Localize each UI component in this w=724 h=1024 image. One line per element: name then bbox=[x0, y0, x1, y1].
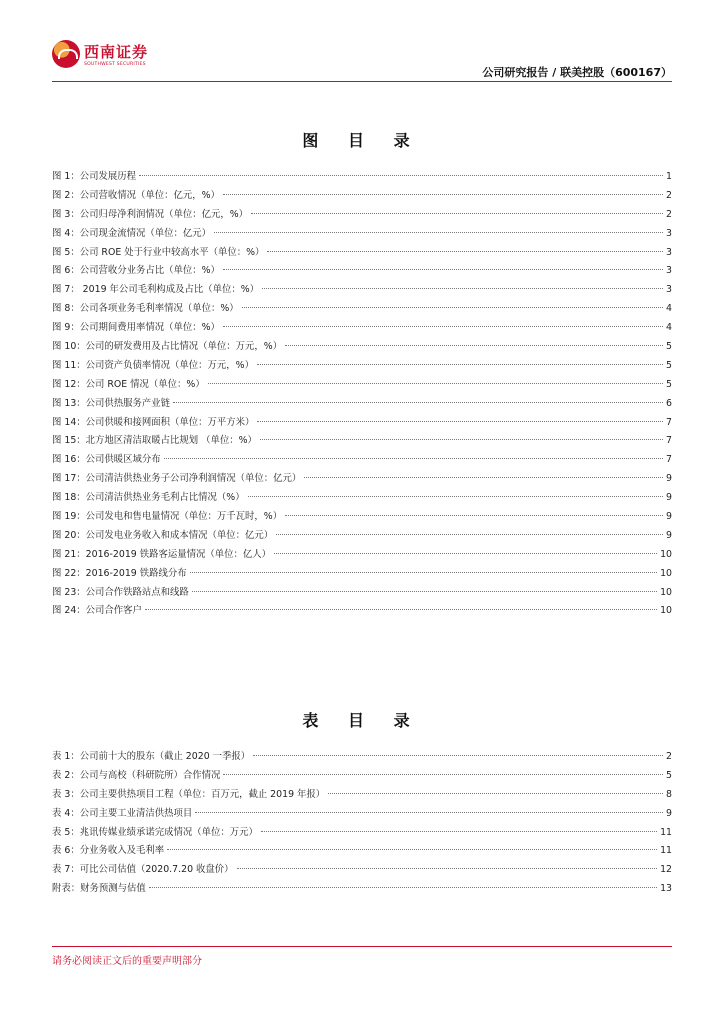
dot-leader bbox=[285, 515, 663, 516]
figure-toc-entry[interactable] bbox=[52, 508, 672, 527]
dot-leader bbox=[260, 439, 663, 440]
toc-page-number: 5 bbox=[666, 378, 672, 390]
toc-entry-label: 表 1：公司前十大的股东（截止 2020 一季报） bbox=[52, 751, 251, 762]
dot-leader bbox=[261, 831, 657, 832]
toc-entry-label: 图 12：公司 ROE 情况（单位：%） bbox=[52, 378, 205, 390]
dot-leader bbox=[164, 458, 663, 459]
toc-page-number: 7 bbox=[666, 416, 672, 428]
dot-leader bbox=[304, 477, 663, 478]
dot-leader bbox=[139, 175, 663, 176]
dot-leader bbox=[285, 345, 663, 346]
dot-leader bbox=[242, 307, 663, 308]
toc-entry-label: 图 20：公司发电业务收入和成本情况（单位：亿元） bbox=[52, 529, 274, 541]
toc-entry-label: 图 5：公司 ROE 处于行业中较高水平（单位：%） bbox=[52, 246, 265, 258]
table-toc-entry[interactable] bbox=[52, 824, 672, 843]
figure-toc-entry[interactable] bbox=[52, 281, 672, 300]
dot-leader bbox=[190, 572, 657, 573]
figure-toc-entry[interactable] bbox=[52, 602, 672, 621]
dot-leader bbox=[208, 383, 663, 384]
figure-toc-entry[interactable] bbox=[52, 414, 672, 433]
dot-leader bbox=[149, 887, 657, 888]
table-toc-entry[interactable] bbox=[52, 767, 672, 786]
toc-page-number: 10 bbox=[660, 605, 672, 617]
table-toc-entry[interactable] bbox=[52, 880, 672, 899]
dot-leader bbox=[328, 793, 663, 794]
logo-chinese-name: 西南证券 bbox=[84, 43, 149, 61]
figure-toc-entry[interactable] bbox=[52, 187, 672, 206]
toc-page-number: 3 bbox=[666, 227, 672, 239]
toc-entry-label: 表 7：可比公司估值（2020.7.20 收盘价） bbox=[52, 864, 234, 876]
toc-entry-label: 图 18：公司清洁供热业务毛利占比情况（%） bbox=[52, 492, 245, 504]
figure-toc-entry[interactable] bbox=[52, 319, 672, 338]
report-title: 公司研究报告 / 联美控股（600167） bbox=[482, 66, 672, 79]
figure-toc-entry[interactable] bbox=[52, 565, 672, 584]
toc-page-number: 4 bbox=[666, 322, 672, 334]
dot-leader bbox=[145, 609, 657, 610]
figure-toc-entry[interactable] bbox=[52, 527, 672, 546]
figure-toc-entry[interactable] bbox=[52, 376, 672, 395]
logo-english-name: SOUTHWEST SECURITIES bbox=[84, 62, 146, 67]
figures-heading: 图 目 录 bbox=[302, 131, 422, 150]
dot-leader bbox=[173, 402, 663, 403]
dot-leader bbox=[223, 194, 663, 195]
figure-toc-entry[interactable] bbox=[52, 432, 672, 451]
toc-page-number: 9 bbox=[666, 807, 672, 819]
toc-entry-label: 表 6：分业务收入及毛利率 bbox=[52, 845, 165, 857]
toc-page-number: 10 bbox=[660, 567, 672, 579]
figure-toc-entry[interactable] bbox=[52, 546, 672, 565]
toc-entry-label: 图 23：公司合作铁路站点和线路 bbox=[52, 586, 189, 598]
toc-page-number: 10 bbox=[660, 586, 672, 598]
toc-page-number: 11 bbox=[660, 826, 672, 838]
disclaimer-note: 请务必阅读正文后的重要声明部分 bbox=[52, 956, 202, 967]
header-divider bbox=[52, 81, 672, 82]
figure-toc-entry[interactable] bbox=[52, 225, 672, 244]
toc-page-number: 10 bbox=[660, 548, 672, 560]
dot-leader bbox=[223, 269, 663, 270]
figure-toc-entry[interactable] bbox=[52, 357, 672, 376]
toc-entry-label: 图 22：2016-2019 铁路线分布 bbox=[52, 567, 187, 579]
toc-entry-label: 附表：财务预测与估值 bbox=[52, 883, 146, 895]
figure-toc-entry[interactable] bbox=[52, 300, 672, 319]
toc-entry-label: 图 9：公司期间费用率情况（单位：%） bbox=[52, 322, 220, 334]
toc-page-number: 8 bbox=[666, 788, 672, 800]
table-toc-entry[interactable] bbox=[52, 805, 672, 824]
toc-entry-label: 表 5：兆讯传媒业绩承诺完成情况（单位：万元） bbox=[52, 826, 258, 838]
toc-page-number: 3 bbox=[666, 265, 672, 277]
footer-divider bbox=[52, 946, 672, 947]
toc-entry-label: 图 14：公司供暖和接网面积（单位：万平方米） bbox=[52, 416, 255, 428]
toc-entry-label: 图 8：公司各项业务毛利率情况（单位：%） bbox=[52, 303, 239, 315]
toc-entry-label: 图 3：公司归母净利润情况（单位：亿元，%） bbox=[52, 208, 248, 220]
dot-leader bbox=[214, 232, 663, 233]
toc-entry-label: 表 3：公司主要供热项目工程（单位：百万元，截止 2019 年报） bbox=[52, 788, 326, 800]
figure-toc-entry[interactable] bbox=[52, 262, 672, 281]
figure-toc-entry[interactable] bbox=[52, 338, 672, 357]
toc-page-number: 9 bbox=[666, 473, 672, 485]
toc-page-number: 9 bbox=[666, 511, 672, 523]
toc-page-number: 2 bbox=[666, 751, 672, 762]
toc-entry-label: 图 17：公司清洁供热业务子公司净利润情况（单位：亿元） bbox=[52, 473, 302, 485]
toc-page-number: 12 bbox=[660, 864, 672, 876]
toc-entry-label: 图 6：公司营收分业务占比（单位：%） bbox=[52, 265, 220, 277]
dot-leader bbox=[192, 591, 657, 592]
toc-entry-label: 图 10：公司的研发费用及占比情况（单位：万元，%） bbox=[52, 341, 283, 353]
toc-page-number: 7 bbox=[666, 435, 672, 447]
company-logo bbox=[52, 40, 152, 74]
toc-entry-label: 图 15：北方地区清洁取暖占比规划 （单位：%） bbox=[52, 435, 257, 447]
toc-entry-label: 图 16：公司供暖区域分布 bbox=[52, 454, 161, 466]
tables-list bbox=[52, 748, 672, 899]
dot-leader bbox=[223, 326, 663, 327]
figure-toc-entry[interactable] bbox=[52, 395, 672, 414]
toc-entry-label: 表 4：公司主要工业清洁供热项目 bbox=[52, 807, 193, 819]
dot-leader bbox=[237, 868, 658, 869]
figure-toc-entry[interactable] bbox=[52, 206, 672, 225]
table-toc-entry[interactable] bbox=[52, 786, 672, 805]
dot-leader bbox=[276, 534, 663, 535]
tables-heading: 表 目 录 bbox=[302, 711, 422, 730]
toc-entry-label: 图 19：公司发电和售电量情况（单位：万千瓦时，%） bbox=[52, 511, 283, 523]
toc-entry-label: 表 2：公司与高校（科研院所）合作情况 bbox=[52, 769, 221, 781]
dot-leader bbox=[195, 812, 663, 813]
toc-page-number: 9 bbox=[666, 529, 672, 541]
toc-page-number: 6 bbox=[666, 397, 672, 409]
toc-page-number: 5 bbox=[666, 769, 672, 781]
toc-entry-label: 图 4：公司现金流情况（单位：亿元） bbox=[52, 227, 211, 239]
table-toc-entry[interactable] bbox=[52, 842, 672, 861]
toc-page-number: 5 bbox=[666, 359, 672, 371]
toc-page-number: 3 bbox=[666, 246, 672, 258]
toc-page-number: 3 bbox=[666, 284, 672, 296]
dot-leader bbox=[251, 213, 663, 214]
dot-leader bbox=[257, 421, 663, 422]
toc-entry-label: 图 11：公司资产负债率情况（单位：万元，%） bbox=[52, 359, 254, 371]
toc-entry-label: 图 21：2016-2019 铁路客运量情况（单位：亿人） bbox=[52, 548, 271, 560]
table-toc-entry[interactable] bbox=[52, 748, 672, 767]
toc-page-number: 9 bbox=[666, 492, 672, 504]
figure-toc-entry[interactable] bbox=[52, 489, 672, 508]
toc-page-number: 5 bbox=[666, 341, 672, 353]
dot-leader bbox=[267, 251, 663, 252]
toc-page-number: 13 bbox=[660, 883, 672, 895]
dot-leader bbox=[257, 364, 663, 365]
toc-entry-label: 图 1：公司发展历程 bbox=[52, 171, 136, 182]
toc-entry-label: 图 7： 2019 年公司毛利构成及占比（单位：%） bbox=[52, 284, 260, 296]
toc-page-number: 11 bbox=[660, 845, 672, 857]
toc-page-number: 1 bbox=[666, 171, 672, 182]
page-header bbox=[0, 0, 724, 90]
figure-toc-entry[interactable] bbox=[52, 244, 672, 263]
logo-icon bbox=[52, 40, 80, 68]
dot-leader bbox=[262, 288, 663, 289]
dot-leader bbox=[253, 755, 663, 756]
figure-toc-entry[interactable] bbox=[52, 451, 672, 470]
toc-page-number: 2 bbox=[666, 189, 672, 201]
figures-list bbox=[52, 168, 672, 621]
table-toc-entry[interactable] bbox=[52, 861, 672, 880]
figure-toc-entry[interactable] bbox=[52, 584, 672, 603]
toc-entry-label: 图 2：公司营收情况（单位：亿元，%） bbox=[52, 189, 220, 201]
dot-leader bbox=[167, 849, 657, 850]
toc-entry-label: 图 24：公司合作客户 bbox=[52, 605, 142, 617]
figure-toc-entry[interactable] bbox=[52, 168, 672, 187]
figure-toc-entry[interactable] bbox=[52, 470, 672, 489]
dot-leader bbox=[248, 496, 663, 497]
toc-page-number: 2 bbox=[666, 208, 672, 220]
dot-leader bbox=[274, 553, 657, 554]
toc-entry-label: 图 13：公司供热服务产业链 bbox=[52, 397, 171, 409]
toc-page-number: 4 bbox=[666, 303, 672, 315]
dot-leader bbox=[223, 774, 663, 775]
toc-page-number: 7 bbox=[666, 454, 672, 466]
